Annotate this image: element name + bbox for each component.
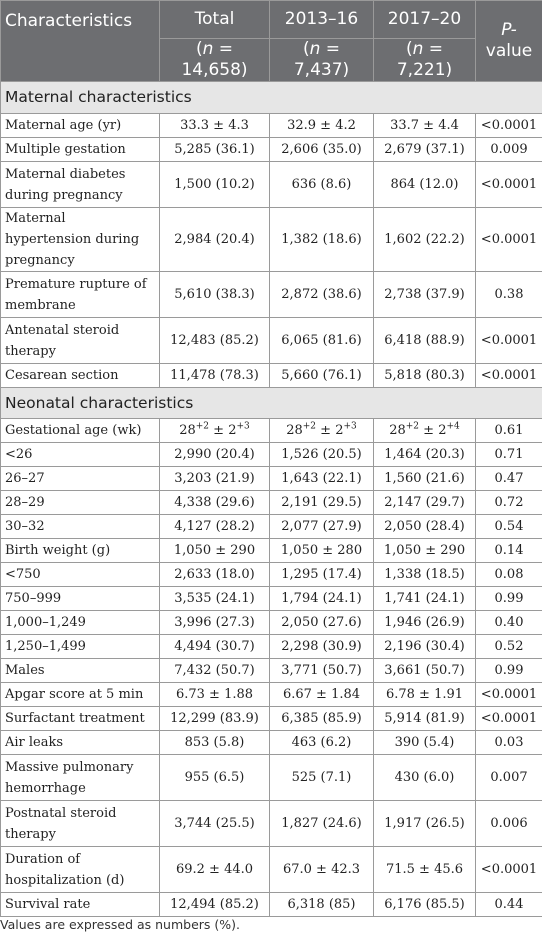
table-row — [1, 731, 542, 755]
row-label: 28–29 — [1, 491, 160, 515]
value-2017-20: 5,914 (81.9) — [374, 707, 476, 731]
value-2013-16: 6,385 (85.9) — [270, 707, 374, 731]
value-total: 12,494 (85.2) — [160, 893, 270, 917]
value-2017-20: 3,661 (50.7) — [374, 659, 476, 683]
value-2017-20: 1,917 (26.5) — [374, 801, 476, 847]
value-p: 0.99 — [476, 659, 542, 683]
value-2017-20: 6,418 (88.9) — [374, 318, 476, 364]
value-p: 0.03 — [476, 731, 542, 755]
row-label: Surfactant treatment — [1, 707, 160, 731]
row-label: <26 — [1, 443, 160, 467]
row-label: <750 — [1, 563, 160, 587]
row-label: Gestational age (wk) — [1, 419, 160, 443]
value-p: 0.08 — [476, 563, 542, 587]
table-row — [1, 707, 542, 731]
row-label: Maternal hypertension during pregnancy — [1, 208, 160, 272]
value-2013-16: 463 (6.2) — [270, 731, 374, 755]
ga-sup1: +2 — [405, 421, 420, 432]
header-2013-16: 2013–16 — [270, 1, 374, 39]
ga-sup2: +3 — [343, 421, 357, 432]
ga-mid: ± 2 — [419, 423, 447, 438]
value-total: 3,203 (21.9) — [160, 467, 270, 491]
value-2013-16: 2,872 (38.6) — [270, 272, 374, 318]
value-2017-20: 1,338 (18.5) — [374, 563, 476, 587]
value-2017-20: 1,050 ± 290 — [374, 539, 476, 563]
row-label: Survival rate — [1, 893, 160, 917]
header-2013-16-n: (n = 7,437) — [270, 39, 374, 82]
value-total: 4,494 (30.7) — [160, 635, 270, 659]
value-p: 0.006 — [476, 801, 542, 847]
value-total: 7,432 (50.7) — [160, 659, 270, 683]
row-label: Air leaks — [1, 731, 160, 755]
value-total: 1,050 ± 290 — [160, 539, 270, 563]
value-total: 33.3 ± 4.3 — [160, 114, 270, 138]
table-row — [1, 587, 542, 611]
table-row — [1, 683, 542, 707]
value-p: 0.38 — [476, 272, 542, 318]
value-total: 1,500 (10.2) — [160, 162, 270, 208]
table-row — [1, 847, 542, 893]
value-p: <0.0001 — [476, 162, 542, 208]
value-2013-16: 1,643 (22.1) — [270, 467, 374, 491]
value-total: 12,299 (83.9) — [160, 707, 270, 731]
value-p: <0.0001 — [476, 683, 542, 707]
value-2013-16: 67.0 ± 42.3 — [270, 847, 374, 893]
value-p: 0.99 — [476, 587, 542, 611]
row-label: Premature rupture of membrane — [1, 272, 160, 318]
value-p: 0.61 — [476, 419, 542, 443]
row-label: Cesarean section — [1, 364, 160, 388]
table-row — [1, 635, 542, 659]
value-2013-16: 2,191 (29.5) — [270, 491, 374, 515]
row-label: Maternal diabetes during pregnancy — [1, 162, 160, 208]
ga-mid: ± 2 — [316, 423, 344, 438]
table-row — [1, 515, 542, 539]
table-row — [1, 563, 542, 587]
section-heading: Neonatal characteristics — [1, 388, 542, 419]
row-label: Multiple gestation — [1, 138, 160, 162]
value-total — [160, 419, 270, 443]
row-label: Postnatal steroid therapy — [1, 801, 160, 847]
value-total: 5,285 (36.1) — [160, 138, 270, 162]
value-total: 6.73 ± 1.88 — [160, 683, 270, 707]
value-2017-20: 864 (12.0) — [374, 162, 476, 208]
value-p2 — [374, 419, 476, 443]
value-2013-16: 6,065 (81.6) — [270, 318, 374, 364]
footnote: Values are expressed as numbers (%). — [0, 917, 241, 932]
value-2017-20: 1,946 (26.9) — [374, 611, 476, 635]
table-row — [1, 893, 542, 917]
table-row — [1, 539, 542, 563]
value-p: 0.007 — [476, 755, 542, 801]
value-p: <0.0001 — [476, 208, 542, 272]
header-total-n: (n = 14,658) — [160, 39, 270, 82]
value-p: 0.44 — [476, 893, 542, 917]
value-total: 853 (5.8) — [160, 731, 270, 755]
value-2013-16: 636 (8.6) — [270, 162, 374, 208]
section-row — [1, 388, 542, 419]
section-row — [1, 82, 542, 114]
value-total: 5,610 (38.3) — [160, 272, 270, 318]
value-2017-20: 71.5 ± 45.6 — [374, 847, 476, 893]
header-p-line1: P- — [501, 20, 517, 40]
value-2013-16: 2,298 (30.9) — [270, 635, 374, 659]
value-p: 0.009 — [476, 138, 542, 162]
value-p: 0.72 — [476, 491, 542, 515]
value-2017-20: 2,679 (37.1) — [374, 138, 476, 162]
value-total: 3,744 (25.5) — [160, 801, 270, 847]
value-p: <0.0001 — [476, 318, 542, 364]
value-2013-16: 1,382 (18.6) — [270, 208, 374, 272]
row-label: 1,250–1,499 — [1, 635, 160, 659]
header-total: Total — [160, 1, 270, 39]
value-2013-16: 6,318 (85) — [270, 893, 374, 917]
value-2017-20: 6.78 ± 1.91 — [374, 683, 476, 707]
header-p-value — [476, 1, 542, 82]
header-characteristics: Characteristics — [1, 1, 160, 82]
table-row — [1, 208, 542, 272]
value-total: 955 (6.5) — [160, 755, 270, 801]
value-p: <0.0001 — [476, 707, 542, 731]
value-2013-16: 1,827 (24.6) — [270, 801, 374, 847]
ga-sup1: +2 — [195, 421, 210, 432]
value-2013-16: 1,295 (17.4) — [270, 563, 374, 587]
row-label: Maternal age (yr) — [1, 114, 160, 138]
row-label: 1,000–1,249 — [1, 611, 160, 635]
value-2017-20: 390 (5.4) — [374, 731, 476, 755]
section-heading: Maternal characteristics — [1, 82, 542, 114]
table-row — [1, 114, 542, 138]
value-p: <0.0001 — [476, 364, 542, 388]
row-label: Apgar score at 5 min — [1, 683, 160, 707]
row-label: 750–999 — [1, 587, 160, 611]
row-label: Duration of hospitalization (d) — [1, 847, 160, 893]
value-2013-16: 1,050 ± 280 — [270, 539, 374, 563]
table-row — [1, 659, 542, 683]
ga-mid: ± 2 — [209, 423, 237, 438]
value-2013-16: 2,606 (35.0) — [270, 138, 374, 162]
table-row — [1, 364, 542, 388]
value-p: 0.52 — [476, 635, 542, 659]
value-total: 69.2 ± 44.0 — [160, 847, 270, 893]
value-2017-20: 1,464 (20.3) — [374, 443, 476, 467]
table-row — [1, 755, 542, 801]
row-label: Birth weight (g) — [1, 539, 160, 563]
row-label: Antenatal steroid therapy — [1, 318, 160, 364]
table-row — [1, 801, 542, 847]
table-row — [1, 318, 542, 364]
value-total: 4,127 (28.2) — [160, 515, 270, 539]
header-2017-20-n: (n = 7,221) — [374, 39, 476, 82]
value-total: 2,990 (20.4) — [160, 443, 270, 467]
value-p: 0.14 — [476, 539, 542, 563]
value-p: 0.40 — [476, 611, 542, 635]
value-total: 12,483 (85.2) — [160, 318, 270, 364]
value-total: 4,338 (29.6) — [160, 491, 270, 515]
value-2013-16: 6.67 ± 1.84 — [270, 683, 374, 707]
table-row — [1, 443, 542, 467]
header-p-line2: value — [485, 41, 533, 61]
value-total: 3,535 (24.1) — [160, 587, 270, 611]
table-row — [1, 491, 542, 515]
value-p1 — [270, 419, 374, 443]
value-2017-20: 2,147 (29.7) — [374, 491, 476, 515]
value-2017-20: 430 (6.0) — [374, 755, 476, 801]
table-row — [1, 467, 542, 491]
table-row — [1, 138, 542, 162]
value-2013-16: 3,771 (50.7) — [270, 659, 374, 683]
ga-sup1: +2 — [302, 421, 317, 432]
value-total: 3,996 (27.3) — [160, 611, 270, 635]
value-total: 2,984 (20.4) — [160, 208, 270, 272]
value-2013-16: 32.9 ± 4.2 — [270, 114, 374, 138]
value-p: <0.0001 — [476, 114, 542, 138]
ga-base: 28 — [179, 423, 196, 438]
value-p: <0.0001 — [476, 847, 542, 893]
value-2017-20: 5,818 (80.3) — [374, 364, 476, 388]
value-2013-16: 5,660 (76.1) — [270, 364, 374, 388]
value-2017-20: 6,176 (85.5) — [374, 893, 476, 917]
value-2017-20: 2,738 (37.9) — [374, 272, 476, 318]
table-row — [1, 419, 542, 443]
table-row — [1, 272, 542, 318]
value-2013-16: 525 (7.1) — [270, 755, 374, 801]
row-label: 26–27 — [1, 467, 160, 491]
value-2013-16: 2,050 (27.6) — [270, 611, 374, 635]
value-total: 2,633 (18.0) — [160, 563, 270, 587]
value-total: 11,478 (78.3) — [160, 364, 270, 388]
row-label: Males — [1, 659, 160, 683]
value-2017-20: 2,196 (30.4) — [374, 635, 476, 659]
value-2013-16: 1,526 (20.5) — [270, 443, 374, 467]
value-2017-20: 2,050 (28.4) — [374, 515, 476, 539]
ga-sup2: +3 — [236, 421, 250, 432]
ga-base: 28 — [389, 423, 406, 438]
value-p: 0.54 — [476, 515, 542, 539]
value-p: 0.47 — [476, 467, 542, 491]
row-label: Massive pulmonary hemorrhage — [1, 755, 160, 801]
value-2017-20: 1,741 (24.1) — [374, 587, 476, 611]
value-2017-20: 1,602 (22.2) — [374, 208, 476, 272]
header-2017-20: 2017–20 — [374, 1, 476, 39]
table-row — [1, 162, 542, 208]
value-2017-20: 33.7 ± 4.4 — [374, 114, 476, 138]
row-label: 30–32 — [1, 515, 160, 539]
value-p: 0.71 — [476, 443, 542, 467]
value-2017-20: 1,560 (21.6) — [374, 467, 476, 491]
value-2013-16: 1,794 (24.1) — [270, 587, 374, 611]
ga-base: 28 — [286, 423, 303, 438]
value-2013-16: 2,077 (27.9) — [270, 515, 374, 539]
ga-sup2: +4 — [446, 421, 460, 432]
table-row — [1, 611, 542, 635]
